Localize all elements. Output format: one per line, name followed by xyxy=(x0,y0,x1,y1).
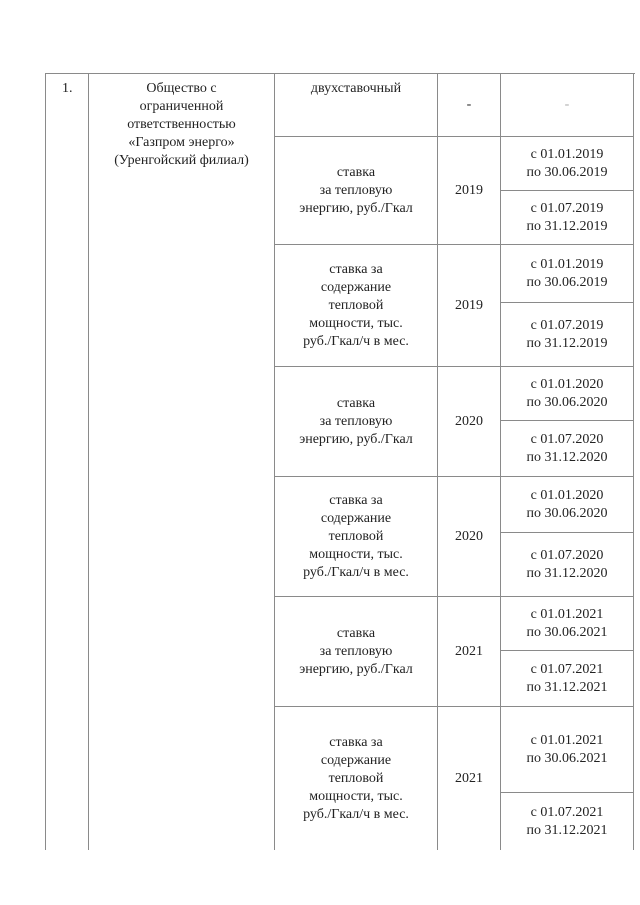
period-second-half: с 01.07.2021 по 31.12.2021 xyxy=(526,804,608,838)
period-second-half: с 01.07.2021 по 31.12.2021 xyxy=(526,661,608,695)
period-first-half: с 01.01.2020 по 30.06.2020 xyxy=(526,376,608,410)
rate-year: 2021 xyxy=(455,643,483,659)
period-second-half: с 01.07.2019 по 31.12.2019 xyxy=(526,317,608,351)
period-first-half: с 01.01.2020 по 30.06.2020 xyxy=(526,487,608,521)
rate-description: ставка за содержание тепловой мощности, тыс. руб./Гкал/ч в мес. xyxy=(303,492,409,580)
tariff-type: двухставочный xyxy=(310,81,402,96)
period-first-half: с 01.01.2021 по 30.06.2021 xyxy=(526,606,608,640)
row-number: 1. xyxy=(62,81,73,96)
rate-year: 2020 xyxy=(455,528,483,544)
col-line-2 xyxy=(88,73,89,850)
period-first-half: с 01.01.2019 по 30.06.2019 xyxy=(526,146,608,180)
period-dash: - xyxy=(564,97,570,112)
rate-description: ставка за тепловую энергию, руб./Гкал xyxy=(299,395,413,447)
rate-description: ставка за содержание тепловой мощности, тыс. руб./Гкал/ч в мес. xyxy=(303,734,409,822)
period-second-half: с 01.07.2020 по 31.12.2020 xyxy=(526,547,608,581)
rate-year: 2019 xyxy=(455,182,483,198)
rate-year: 2019 xyxy=(455,297,483,313)
rate-year: 2020 xyxy=(455,413,483,429)
period-first-half: с 01.01.2021 по 30.06.2021 xyxy=(526,732,608,766)
rate-description: ставка за тепловую энергию, руб./Гкал xyxy=(299,164,413,216)
rate-description: ставка за содержание тепловой мощности, тыс. руб./Гкал/ч в мес. xyxy=(303,261,409,349)
col-line-1 xyxy=(45,73,46,850)
rate-description: ставка за тепловую энергию, руб./Гкал xyxy=(299,625,413,677)
period-second-half: с 01.07.2019 по 31.12.2019 xyxy=(526,200,608,234)
rate-year: 2021 xyxy=(455,770,483,786)
organization-name: Общество с ограниченной ответственностью «Газпром энерго» (Уренгойский филиал) xyxy=(114,81,249,168)
period-first-half: с 01.01.2019 по 30.06.2019 xyxy=(526,256,608,290)
period-second-half: с 01.07.2020 по 31.12.2020 xyxy=(526,431,608,465)
year-dash: - xyxy=(466,97,472,112)
